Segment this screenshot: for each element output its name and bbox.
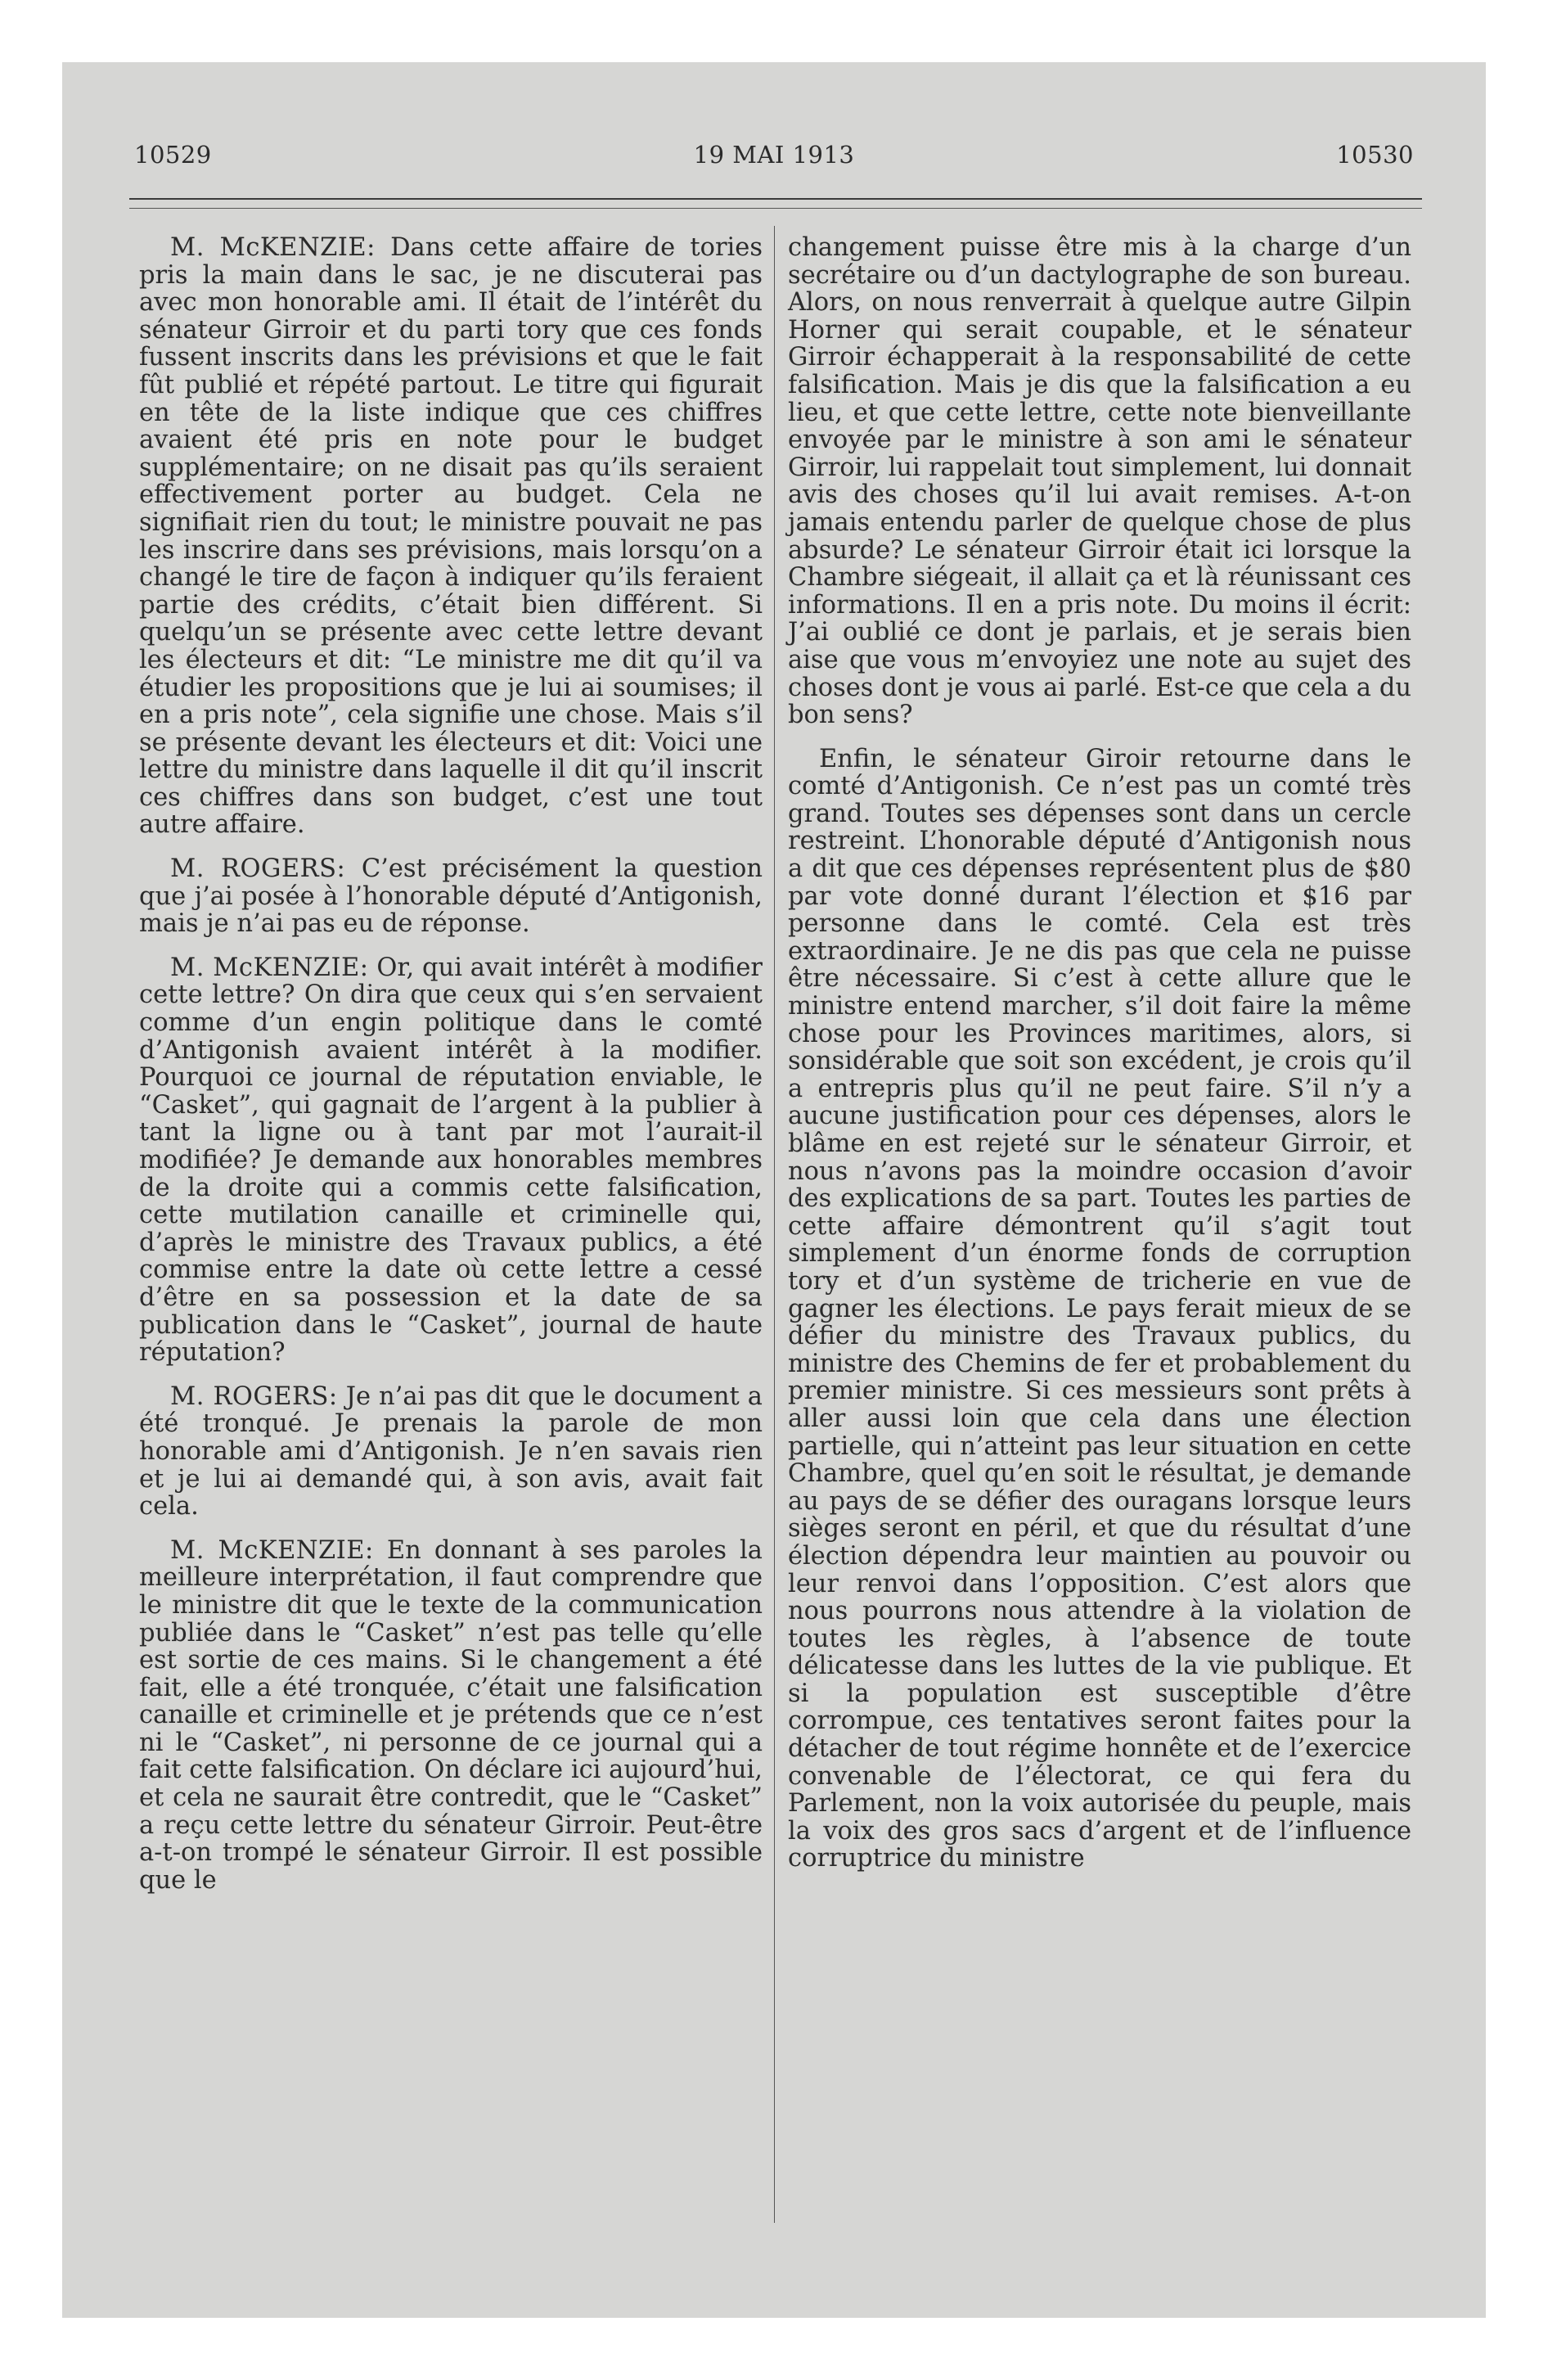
speaker-name: M. ROGERS: [170, 854, 346, 884]
paragraph-text: Je n’ai pas dit que le document a été tronqué. Je prenais la parole de mon honorable ami d’Antigonish. Je n’en savais rien et je lui ai demandé qui, à son avis, avait fait cela. [139, 1382, 763, 1521]
paragraph-text: C’est précisément la question que j’ai posée à l’honorable député d’Antigonish, mais je n’ai pas eu de réponse. [139, 854, 763, 939]
paragraph [788, 746, 1411, 1873]
speaker-name: M. McKENZIE: [170, 953, 369, 982]
page-number-right: 10530 [1336, 141, 1414, 169]
speaker-name: M. McKENZIE: [170, 1535, 374, 1565]
page-header [134, 141, 1414, 177]
paragraph [139, 1383, 763, 1521]
page-number-left: 10529 [134, 141, 212, 169]
paragraph [139, 1537, 763, 1895]
paragraph-text: Or, qui avait intérêt à modifier cette lettre? On dira que ceux qui s’en servaient comme d’un engin politique dans le comté d’Antigonish avaient intérêt à la modifier. Pourquoi ce journal de réputation enviable, le “Casket”, qui gagnait de l’argent à la publier à tant la ligne ou à tant par mot l’aurait-il modifiée? Je demande aux honorables membres de la droite qui a commis cette falsification, cette mutilation canaille et criminelle qui, d’après le ministre des Travaux publics, a été commise entre la date où cette lettre a cessé d’être en sa possession et la date de sa publication dans le “Casket”, journal de haute réputation? [139, 953, 763, 1368]
paragraph [139, 855, 763, 938]
paragraph-text: Dans cette affaire de tories pris la main dans le sac, je ne discuterai pas avec mon honorable ami. Il était de l’intérêt du sénateur Girroir et du parti tory que ces fonds fussent inscrits dans les prévisions et que le fait fût publié et répété partout. Le titre qui figurait en tête de la liste indique que ces chiffres avaient été pris en note pour le budget supplémentaire; on ne disait pas qu’ils seraient effectivement porter au budget. Cela ne signifiait rien du tout; le ministre pouvait ne pas les inscrire dans ses prévisions, mais lorsqu’on a changé le tire de façon à indiquer qu’ils feraient partie des crédits, c’était bien différent. Si quelqu’un se présente avec cette lettre devant les électeurs et dit: “Le ministre me dit qu’il va étudier les propositions que je lui ai soumises; il en a pris note”, cela signifie une chose. Mais s’il se présente devant les électeurs et dit: Voici une lettre du ministre dans laquelle il dit qu’il inscrit ces chiffres dans son budget, c’est une tout autre affaire. [139, 233, 763, 840]
paragraph-text: changement puisse être mis à la charge d’un secrétaire ou d’un dactylographe de son bureau. Alors, on nous renverrait à quelque autre Gilpin Horner qui serait coupable, et le sénateur Girroir échapperait à la responsabilité de cette falsification. Mais je dis que la falsification a eu lieu, et que cette lettre, cette note bienveillante envoyée par le ministre à son ami le sénateur Girroir, lui rappelait tout simplement, lui donnait avis des choses qu’il lui avait remises. A-t-on jamais entendu parler de quelque chose de plus absurde? Le sénateur Girroir était ici lorsque la Chambre siégeait, il allait ça et là réunissant ces informations. Il en a pris note. Du moins il écrit: J’ai oublié ce dont je parlais, et je serais bien aise que vous m’envoyiez une note au sujet des choses dont je vous ai parlé. Est-ce que cela a du bon sens? [788, 233, 1411, 730]
paragraph-text: En donnant à ses paroles la meilleure interprétation, il faut comprendre que le ministre dit que le texte de la communication publiée dans le “Casket” n’est pas telle qu’elle est sortie de ces mains. Si le changement a été fait, elle a été tronquée, c’était une falsification canaille et criminelle et je prétends que ce n’est ni le “Casket”, ni personne de ce journal qui a fait cette falsification. On déclare ici aujourd’hui, et cela ne saurait être contredit, que le “Casket” a reçu cette lettre du sénateur Girroir. Peut-être a-t-on trompé le sénateur Girroir. Il est possible que le [139, 1535, 763, 1895]
header-rule [129, 198, 1422, 200]
paragraph [788, 234, 1411, 729]
right-column [788, 234, 1411, 1889]
speaker-name: M. ROGERS: [170, 1382, 338, 1411]
document-page [62, 62, 1486, 2318]
paragraph [139, 234, 763, 839]
speaker-name: M. McKENZIE: [170, 233, 376, 262]
left-column [139, 234, 763, 1910]
header-rule-thin [129, 208, 1422, 209]
paragraph [139, 954, 763, 1367]
column-divider [774, 226, 775, 2223]
header-date: 19 MAI 1913 [693, 141, 855, 169]
paragraph-text: Enfin, le sénateur Giroir retourne dans le comté d’Antigonish. Ce n’est pas un comté très grand. Toutes ses dépenses sont dans un cercle restreint. L’honorable député d’Antigonish nous a dit que ces dépenses représentent plus de $80 par vote donné durant l’élection et $16 par personne dans le comté. Cela est très extraordinaire. Je ne dis pas que cela ne puisse être nécessaire. Si c’est à cette allure que le ministre entend marcher, s’il doit faire la même chose pour les Provinces maritimes, alors, si sonsidérable que soit son excédent, je crois qu’il a entrepris plus qu’il ne peut faire. S’il n’y a aucune justification pour ces dépenses, alors le blâme en est rejeté sur le sénateur Girroir, et nous n’avons pas la moindre occasion d’avoir des explications de sa part. Toutes les parties de cette affaire démontrent qu’il s’agit tout simplement d’un énorme fonds de corruption tory et d’un système de tricherie en vue de gagner les élections. Le pays ferait mieux de se défier du ministre des Travaux publics, du ministre des Chemins de fer et probablement du premier ministre. Si ces messieurs sont prêts à aller aussi loin que cela dans une élection partielle, qui n’atteint pas leur situation en cette Chambre, quel qu’en soit le résultat, je demande au pays de se défier des ouragans lorsque leurs sièges seront en péril, et que du résultat d’une élection dépendra leur maintien au pouvoir ou leur renvoi dans l’opposition. C’est alors que nous pourrons nous attendre à la violation de toutes les règles, à l’absence de toute délicatesse dans les luttes de la vie publique. Et si la population est susceptible d’être corrompue, ces tentatives seront faites pour la détacher de tout régime honnête et de l’exercice convenable de l’électorat, ce qui fera du Parlement, non la voix autorisée du peuple, mais la voix des gros sacs d’argent et de l’influence corruptrice du ministre [788, 744, 1411, 1873]
